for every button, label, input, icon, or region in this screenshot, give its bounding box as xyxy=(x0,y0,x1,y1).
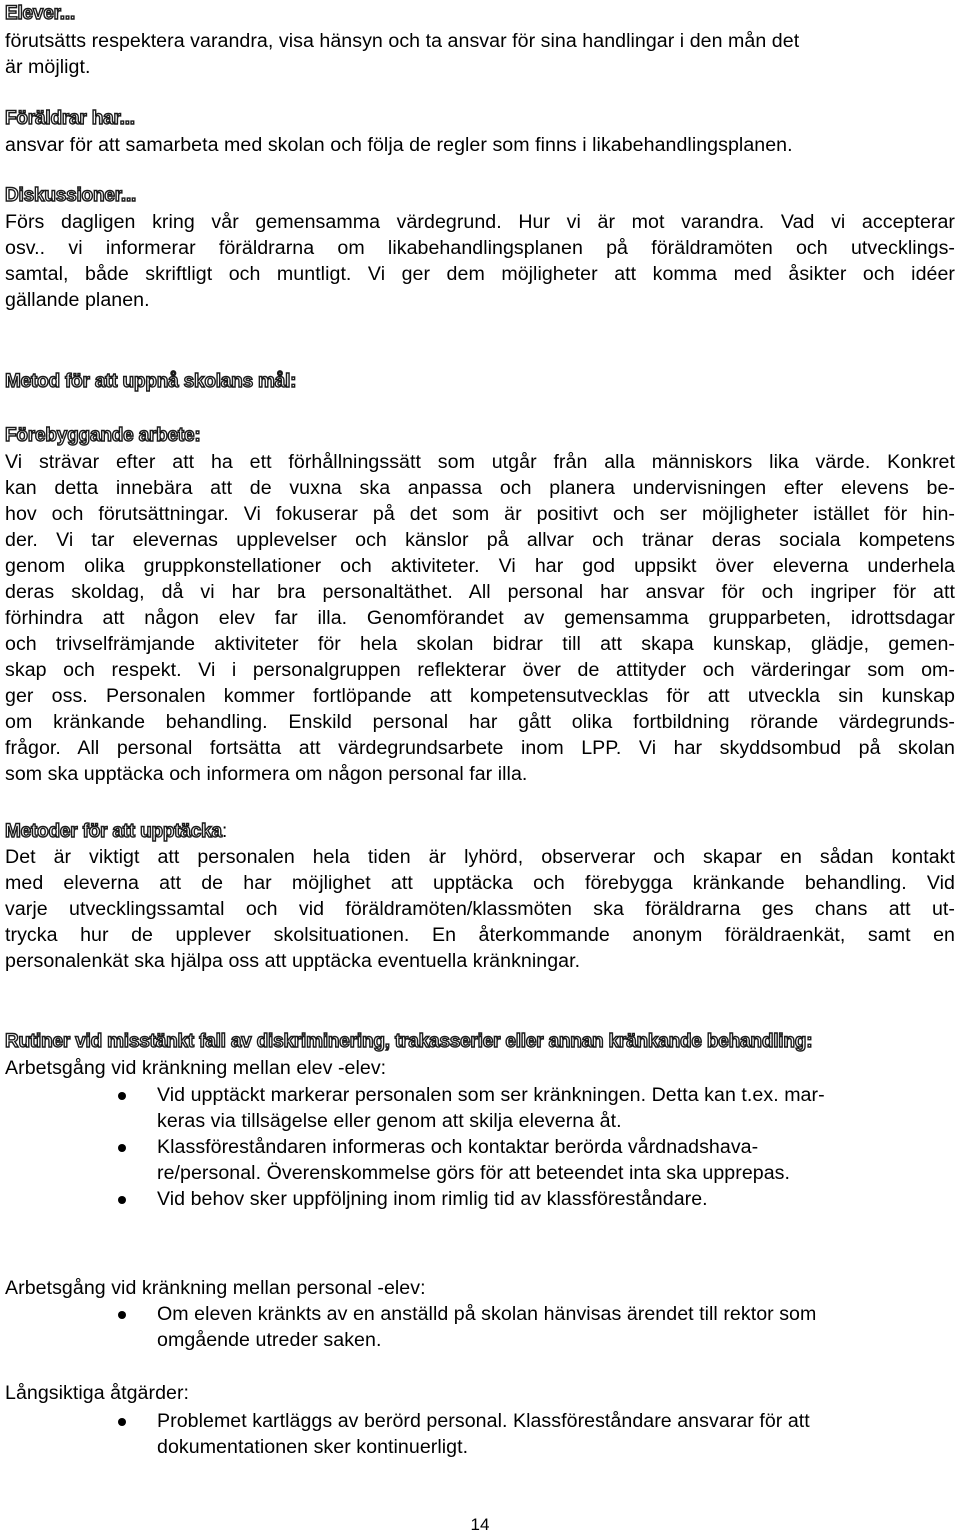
text-line: omgående utreder saken. xyxy=(157,1329,382,1351)
bullet-list-langsiktiga xyxy=(5,1408,955,1460)
list-item xyxy=(5,1301,955,1353)
bullet-list-personal-elev xyxy=(5,1301,955,1353)
paragraph-elever xyxy=(5,28,955,80)
paragraph-forebyggande xyxy=(5,449,955,787)
text-line: personalenkät ska hjälpa oss att upptäcka eventuella kränkningar. xyxy=(5,950,581,972)
heading-upptacka: Metoder för att upptäcka xyxy=(5,821,222,842)
bullet-icon xyxy=(118,1092,126,1100)
text-line: frågor. All personal fortsätta att värdegrundsarbete inom LPP. Vi har skyddsombud på skolan xyxy=(5,737,955,759)
text-line: Klassföreståndaren informeras och kontaktar berörda vårdnadshava- xyxy=(157,1136,759,1158)
subheading-elev-elev: Arbetsgång vid kränkning mellan elev -elev: xyxy=(5,1057,387,1079)
list-item xyxy=(5,1408,955,1460)
bullet-icon xyxy=(118,1196,126,1204)
page-number: 14 xyxy=(470,1515,490,1534)
text-line: skap och respekt. Vi i personalgruppen reflekterar över de attityder och värderingar som om- xyxy=(5,659,955,681)
text-line: som ska upptäcka och informera om någon personal far illa. xyxy=(5,763,528,785)
text-line: keras via tillsägelse eller genom att skilja eleverna åt. xyxy=(157,1110,622,1132)
text-line: ansvar för att samarbeta med skolan och följa de regler som finns i likabehandlingsplanen. xyxy=(5,134,793,156)
bullet-icon xyxy=(118,1144,126,1152)
text-line: Vid upptäckt markerar personalen som ser kränkningen. Detta kan t.ex. mar- xyxy=(157,1084,825,1106)
text-line: re/personal. Överenskommelse görs för att beteendet inta ska upprepas. xyxy=(157,1162,791,1184)
text-line: der. Vi tar elevernas upplevelser och känslor på allvar och tränar deras sociala kompetens xyxy=(5,529,955,551)
text-line: förhindra att någon elev far illa. Genomförandet av gemensamma grupparbeten, idrottsdagar xyxy=(5,607,955,629)
heading-rutiner: Rutiner vid misstänkt fall av diskriminering, trakasserier eller annan kränkande behandling: xyxy=(5,1031,813,1052)
list-item xyxy=(5,1134,955,1186)
text-line: gällande planen. xyxy=(5,289,150,311)
paragraph-upptacka xyxy=(5,844,955,974)
text-line: Problemet kartläggs av berörd personal. Klassföreståndare ansvarar för att xyxy=(157,1410,810,1432)
text-line: dokumentationen sker kontinuerligt. xyxy=(157,1436,469,1458)
text-line: förutsätts respektera varandra, visa hänsyn och ta ansvar för sina handlingar i den mån det xyxy=(5,30,800,52)
bullet-list-elev-elev xyxy=(5,1082,955,1212)
text-line: trycka hur de upplever skolsituationen. En återkommande anonym föräldraenkät, samt en xyxy=(5,924,955,946)
text-line: Det är viktigt att personalen hela tiden är lyhörd, observerar och skapar en sådan kontakt xyxy=(5,846,955,868)
text-line: samtal, både skriftligt och muntligt. Vi ger dem möjligheter att komma med åsikter och idéer xyxy=(5,263,955,285)
text-line: och trivselfrämjande aktiviteter för hela skolan bidrar till att skapa kunskap, glädje, gemen- xyxy=(5,633,955,655)
text-line: deras skoldag, då vi har bra personaltäthet. All personal har ansvar för och ingriper för att xyxy=(5,581,955,603)
text-line: osv.. vi informerar föräldrarna om likabehandlingsplanen på föräldramöten och utvecklings- xyxy=(5,237,955,259)
heading-diskussioner: Diskussioner... xyxy=(5,185,137,206)
heading-forebyggande: Förebyggande arbete: xyxy=(5,425,201,446)
heading-metod: Metod för att uppnå skolans mål: xyxy=(5,371,297,392)
text-line: hov och förutsättningar. Vi fokuserar på det som är positivt och ser möjligheter istället för hin- xyxy=(5,503,955,525)
text-line: Om eleven kränkts av en anställd på skolan hänvisas ärendet till rektor som xyxy=(157,1303,817,1325)
heading-elever: Elever... xyxy=(5,3,76,24)
text-line: kan detta innebära att de vuxna ska anpassa och planera undervisningen efter elevens be- xyxy=(5,477,955,499)
subheading-langsiktiga: Långsiktiga åtgärder: xyxy=(5,1382,190,1404)
text-line: Förs dagligen kring vår gemensamma värdegrund. Hur vi är mot varandra. Vad vi accepterar xyxy=(5,211,955,233)
list-item xyxy=(5,1186,955,1212)
paragraph-foraldrar xyxy=(5,132,955,158)
subheading-personal-elev: Arbetsgång vid kränkning mellan personal -elev: xyxy=(5,1277,426,1299)
text-line: med eleverna att de har möjlighet att upptäcka och förebygga kränkande behandling. Vid xyxy=(5,872,955,894)
list-item xyxy=(5,1082,955,1134)
text-line: är möjligt. xyxy=(5,56,91,78)
text-line: varje utvecklingssamtal och vid föräldramöten/klassmöten ska föräldrarna ges chans att ut- xyxy=(5,898,955,920)
bullet-icon xyxy=(118,1311,126,1319)
text-line: Vid behov sker uppföljning inom rimlig tid av klassföreståndare. xyxy=(157,1188,708,1210)
paragraph-diskussioner xyxy=(5,209,955,313)
heading-upptacka-row xyxy=(5,818,955,845)
text-line: Vi strävar efter att ha ett förhållningssätt som utgår från alla människors lika värde. Konkret xyxy=(5,451,955,473)
text-line: genom olika gruppkonstellationer och aktiviteter. Vi har god uppsikt över eleverna underhela xyxy=(5,555,955,577)
text-line: om kränkande behandling. Enskild personal har gått olika fortbildning rörande värdegrunds- xyxy=(5,711,955,733)
bullet-icon xyxy=(118,1418,126,1426)
heading-colon: : xyxy=(221,820,228,842)
text-line: ger oss. Personalen kommer fortlöpande att kompetensutvecklas för att utveckla sin kunskap xyxy=(5,685,955,707)
heading-foraldrar: Föräldrar har... xyxy=(5,108,135,129)
